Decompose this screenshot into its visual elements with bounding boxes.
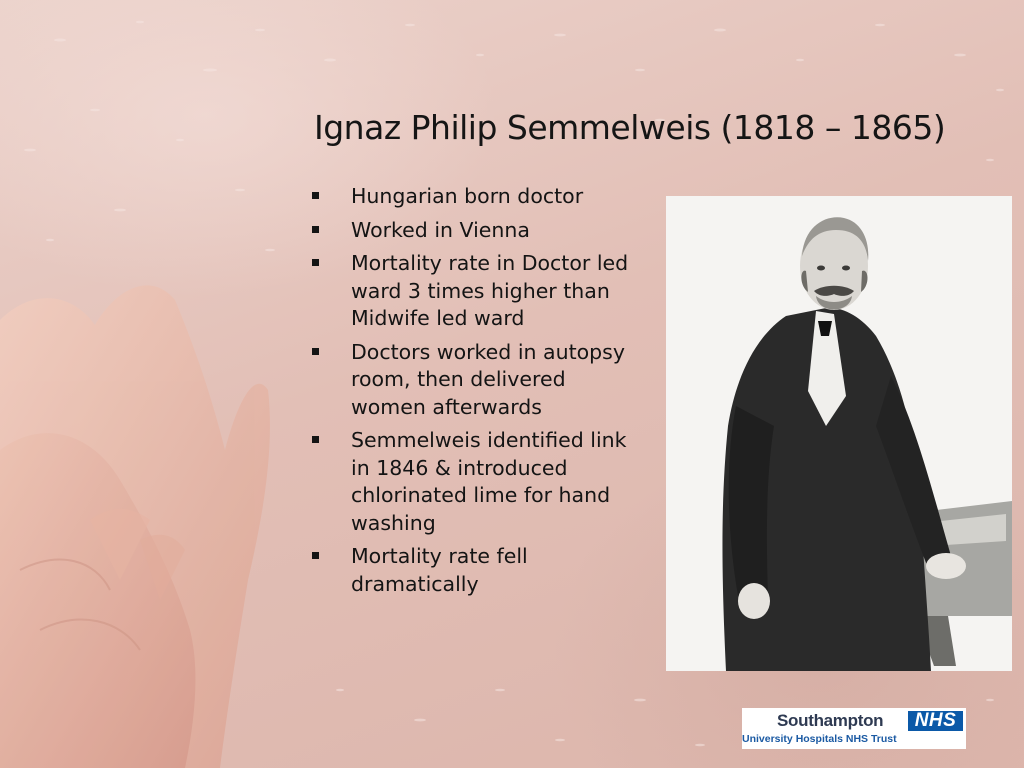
bullet-text: Doctors worked in autopsy room, then delivered women afterwards xyxy=(351,339,625,419)
bullet-item xyxy=(312,250,642,333)
square-bullet-icon xyxy=(312,226,319,233)
bullet-item xyxy=(312,427,642,537)
slide-title: Ignaz Philip Semmelweis (1818 – 1865) xyxy=(314,108,946,147)
bullet-item xyxy=(312,339,642,422)
square-bullet-icon xyxy=(312,259,319,266)
bullet-text: Semmelweis identified link in 1846 & introduced chlorinated lime for hand washing xyxy=(351,428,627,535)
bullet-list xyxy=(312,183,642,604)
square-bullet-icon xyxy=(312,348,319,355)
bullet-item xyxy=(312,217,642,245)
portrait-photo xyxy=(666,196,1012,671)
bullet-item xyxy=(312,543,642,598)
bullet-text: Worked in Vienna xyxy=(351,217,530,242)
portrait-illustration xyxy=(666,196,1012,671)
nhs-badge: NHS xyxy=(908,711,963,731)
logo-subtitle: University Hospitals NHS Trust xyxy=(742,733,897,745)
bullet-text: Mortality rate fell dramatically xyxy=(351,544,528,596)
hands-image xyxy=(0,250,290,768)
logo-name: Southampton xyxy=(777,711,884,730)
bullet-text: Hungarian born doctor xyxy=(351,184,584,208)
nhs-logo xyxy=(742,708,966,749)
square-bullet-icon xyxy=(312,192,319,199)
bullet-text: Mortality rate in Doctor led ward 3 times higher than Midwife led ward xyxy=(351,251,629,330)
bullet-item xyxy=(312,183,642,211)
square-bullet-icon xyxy=(312,436,319,443)
square-bullet-icon xyxy=(312,552,319,559)
